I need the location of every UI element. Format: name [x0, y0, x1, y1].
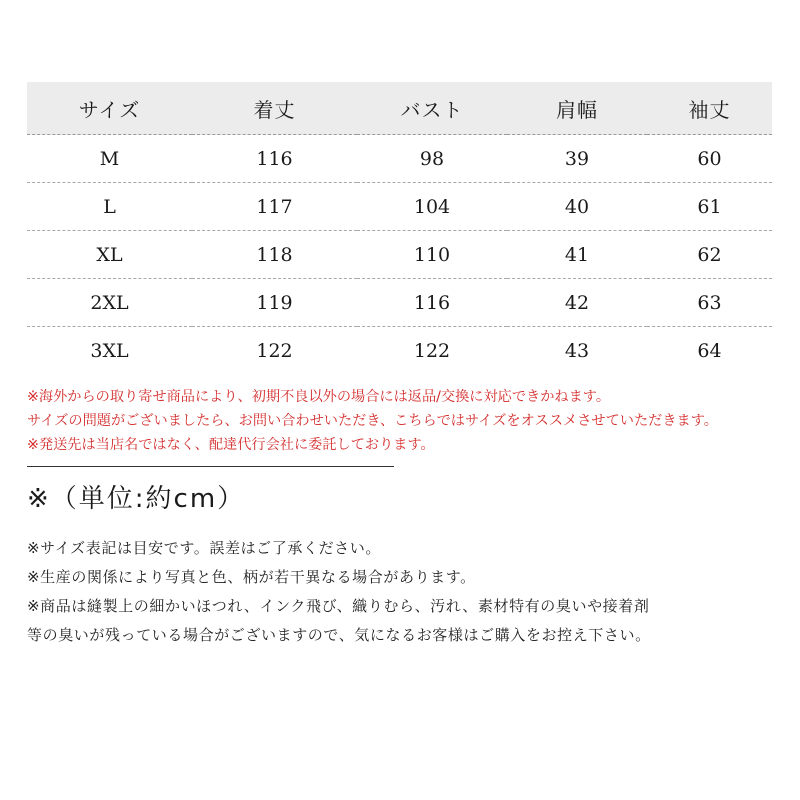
shoulder-cell: 41: [507, 231, 647, 279]
length-cell: 116: [192, 135, 357, 183]
note-quality-cont: 等の臭いが残っている場合がございますので、気になるお客様はご購入をお控え下さい。: [27, 626, 651, 644]
bust-cell: 116: [357, 279, 507, 327]
header-length: 着丈: [192, 82, 357, 135]
bust-cell: 110: [357, 231, 507, 279]
length-cell: 117: [192, 183, 357, 231]
warning-note-shipping: ※発送先は当店名ではなく、配達代行会社に委託しております。: [27, 437, 435, 453]
shoulder-cell: 42: [507, 279, 647, 327]
length-cell: 119: [192, 279, 357, 327]
sleeve-cell: 63: [647, 279, 772, 327]
header-shoulder: 肩幅: [507, 82, 647, 135]
sleeve-cell: 61: [647, 183, 772, 231]
bust-cell: 104: [357, 183, 507, 231]
size-cell: M: [27, 135, 192, 183]
size-cell: 2XL: [27, 279, 192, 327]
size-cell: 3XL: [90, 339, 129, 362]
size-table: [27, 82, 772, 374]
length-cell: 118: [192, 231, 357, 279]
header-sleeve: 袖丈: [647, 82, 772, 135]
length-cell: 122: [256, 339, 293, 362]
section-divider: [27, 466, 394, 467]
sleeve-cell: 64: [697, 339, 722, 362]
size-cell: XL: [27, 231, 192, 279]
header-size: サイズ: [27, 82, 192, 135]
unit-label: ※（単位:約cm）: [27, 484, 246, 514]
shoulder-cell: 39: [507, 135, 647, 183]
note-color: ※生産の関係により写真と色、柄が若干異なる場合があります。: [27, 568, 476, 586]
table-row: [27, 327, 772, 375]
sleeve-cell: 62: [647, 231, 772, 279]
shoulder-cell: 43: [564, 339, 590, 362]
size-cell: L: [27, 183, 192, 231]
table-row: [27, 279, 772, 327]
table-header-row: [27, 82, 772, 135]
shoulder-cell: 40: [507, 183, 647, 231]
warning-note-size: サイズの問題がございましたら、お問い合わせいただき、こちらではサイズをオススメさせていただきます。: [27, 413, 718, 429]
note-quality: ※商品は縫製上の細かいほつれ、インク飛び、織りむら、汚れ、素材特有の臭いや接着剤: [27, 597, 650, 615]
note-size-guide: ※サイズ表記は目安です。誤差はご了承ください。: [27, 539, 381, 557]
product-notes: [27, 534, 787, 650]
header-bust: バスト: [357, 82, 507, 135]
table-row: [27, 135, 772, 183]
table-row: [27, 183, 772, 231]
bust-cell: 122: [413, 339, 451, 362]
table-row: [27, 231, 772, 279]
bust-cell: 98: [357, 135, 507, 183]
sleeve-cell: 60: [647, 135, 772, 183]
warning-note-return: ※海外からの取り寄せ商品により、初期不良以外の場合には返品/交換に対応できかねます。: [27, 389, 611, 405]
warning-notes: [27, 385, 787, 457]
